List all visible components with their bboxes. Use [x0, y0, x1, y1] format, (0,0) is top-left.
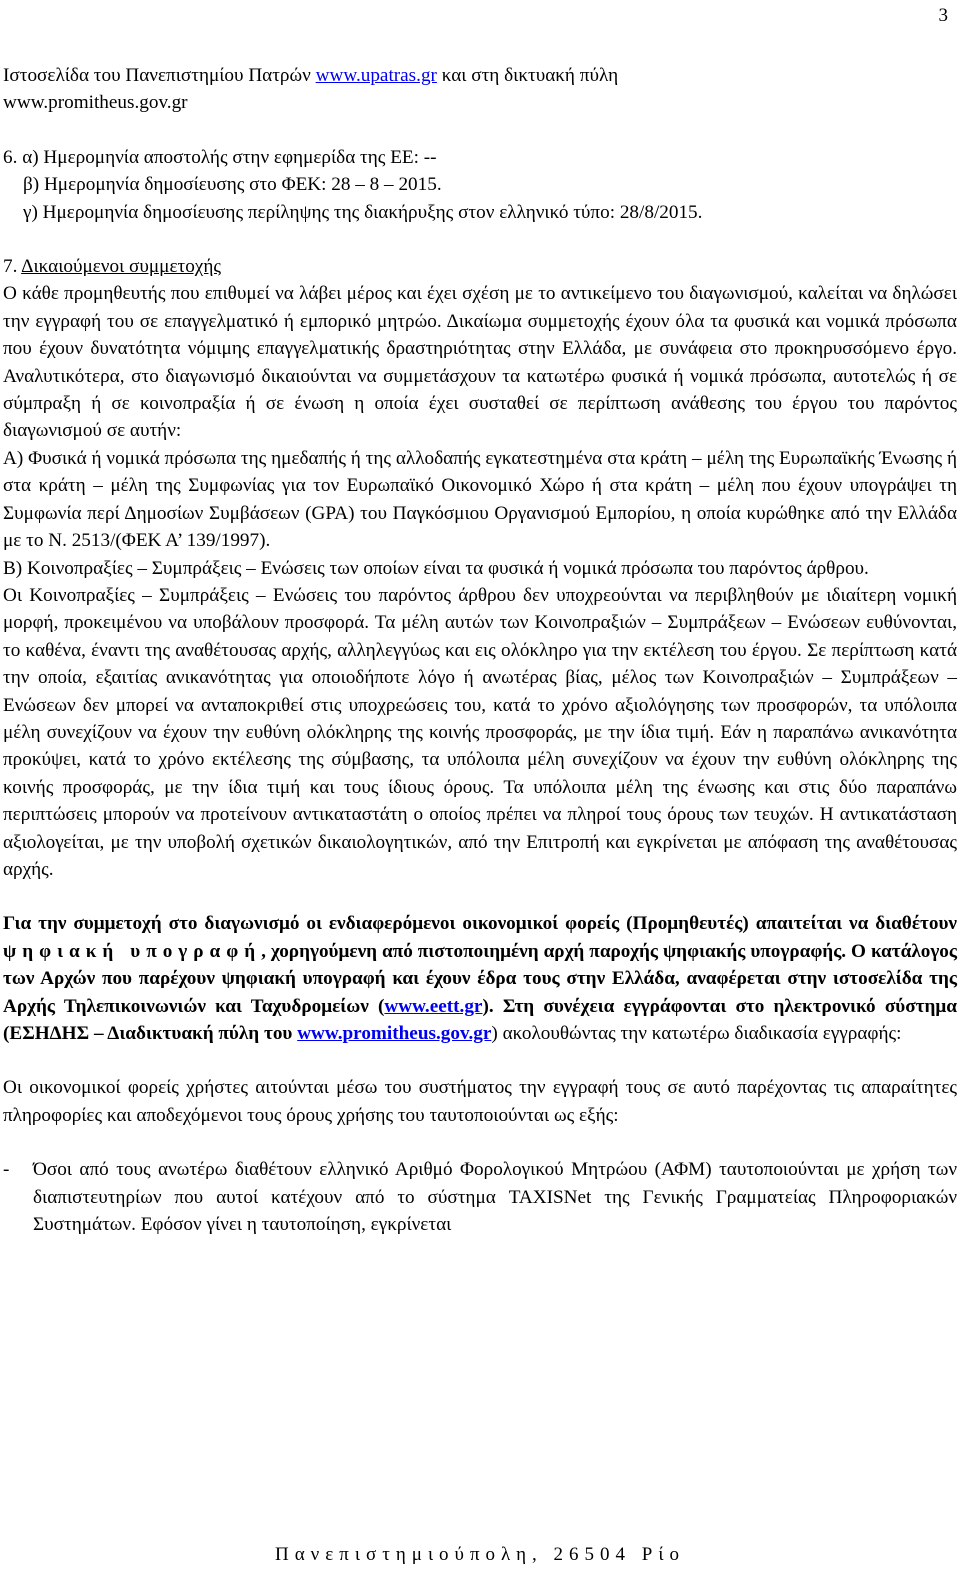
promitheus-link[interactable]: www.promitheus.gov.gr	[297, 1023, 492, 1044]
section-7-paragraph-c: Οι Κοινοπραξίες – Συμπράξεις – Ενώσεις του παρόντος άρθρου δεν υποχρεούνται να περιβληθούν με ιδιαίτερη νομική μορφή, προκειμένου να υποβάλουν προσφορά. Τα μέλη αυτών των Κοινοπραξιών – Συμπράξεων – Ενώσεων ευθύνονται, το καθένα, έναντι της αναθέτουσας αρχής, αλληλεγγύως και εις ολόκληρο για την εκτέλεση του έργου. Σε περίπτωση κατά την οποία, εξαιτίας ανικανότητας για οποιοδήποτε λόγο ή ανωτέρας βίας, μέλος των Κοινοπραξιών – Συμπράξεων – Ενώσεων δεν μπορεί να ανταποκριθεί στις υποχρεώσεις του, κατά το χρόνο αξιολόγησης των προσφορών, τα υπόλοιπα μέλη συνεχίζουν να έχουν την ευθύνη ολόκληρης της κοινής προσφοράς, με την ίδια τιμή. Εάν η παραπάνω ανικανότητα προκύψει, κατά το χρόνο εκτέλεσης της σύμβασης, τα υπόλοιπα μέλη συνεχίζουν να έχουν την ευθύνη ολόκληρης της κοινής προσφοράς, με την ίδια τιμή και τους ίδιους όρους. Τα υπόλοιπα μέλη της ένωσης και στις δύο παραπάνω περιπτώσεις μπορούν να προτείνουν αντικαταστάτη ο οποίος πρέπει να πληροί τους όρους των τευχών. Η αντικατάσταση αξιολογείται, με την υποβολή σχετικών δικαιολογητικών, από την Επιτροπή και εγκρίνεται με απόφαση της αναθέτουσας αρχής.	[3, 584, 957, 880]
section-6-b: β) Ημερομηνία δημοσίευσης στο ΦΕΚ: 28 – 8 – 2015.	[23, 174, 442, 196]
upatras-link[interactable]: www.upatras.gr	[315, 65, 437, 86]
section-7-title: Δικαιούμενοι συμμετοχής	[21, 256, 221, 278]
digital-signature-paragraph	[3, 910, 957, 1047]
document-body	[3, 62, 957, 1238]
plain-text-4: ) ακολουθώντας την κατωτέρω διαδικασία εγγραφής:	[491, 1023, 902, 1044]
promitheus-text: www.promitheus.gov.gr	[3, 92, 188, 114]
list-dash: -	[3, 1159, 10, 1181]
bold-text-2: , χορηγούμενη από πιστοποιημένη αρχή παροχής ψηφιακής υπογραφής. Ο κατάλογος των Αρχών που παρέχουν ψηφιακή υπογραφή και έχουν έδρα τους στην Ελλάδα, αναφέρεται στην ιστοσελίδα της Αρχής Τηλεπικοινωνιών και Ταχυδρομείων (	[3, 940, 957, 1017]
section-7-number: 7.	[3, 256, 22, 278]
bold-spaced-text: ψηφιακή υπογραφή	[3, 940, 262, 962]
section-7-paragraph-a: Α) Φυσικά ή νομικά πρόσωπα της ημεδαπής ή της αλλοδαπής εγκατεστημένα στα κράτη – μέλη της Ευρωπαϊκής Ένωσης ή στα κράτη – μέλη της Συμφωνίας για τον Ευρωπαϊκό Οικονομικό Χώρο ή στα κράτη – μέλη που έχουν υπογράψει τη Συμφωνία περί Δημοσίων Συμβάσεων (GPA) του Παγκόσμιου Οργανισμού Εμπορίου, η οποία κυρώθηκε από την Ελλάδα με το Ν. 2513/(ΦΕΚ Α’ 139/1997).	[3, 447, 957, 552]
section-7	[3, 253, 957, 883]
bold-text-3: ). Στη συνέχεια εγγράφονται στο ηλεκτρονικό σύστημα (ΕΣΗΔΗΣ – Διαδικτυακή πύλη του	[3, 995, 957, 1044]
section-6-a: 6. α) Ημερομηνία αποστολής στην εφημερίδα της ΕΕ: --	[3, 146, 437, 168]
intro-text-2: και στη δικτυακή πύλη	[441, 65, 619, 86]
users-paragraph: Οι οικονομικοί φορείς χρήστες αιτούνται μέσω του συστήματος την εγγραφή τους σε αυτό παρέχοντας τις απαραίτητες πληροφορίες και αποδεχόμενοι τους όρους χρήσης του ταυτοποιούνται ως εξής:	[3, 1077, 957, 1126]
list-item-text: Όσοι από τους ανωτέρω διαθέτουν ελληνικό Αριθμό Φορολογικού Μητρώου (ΑΦΜ) ταυτοποιούνται με χρήση των διαπιστευτηρίων που αυτοί κατέχουν από το σύστημα TAXISNet της Γενικής Γραμματείας Πληροφοριακών Συστημάτων. Εφόσον γίνει η ταυτοποίηση, εγκρίνεται	[33, 1159, 957, 1236]
intro-text: Ιστοσελίδα του Πανεπιστημίου Πατρών	[3, 65, 311, 86]
eett-link[interactable]: www.eett.gr	[384, 995, 483, 1017]
section-7-paragraph-b: Β) Κοινοπραξίες – Συμπράξεις – Ενώσεις των οποίων είναι τα φυσικά ή νομικά πρόσωπα του παρόντος άρθρου.	[3, 557, 869, 579]
page-number: 3	[938, 5, 948, 26]
section-7-paragraph-1: Ο κάθε προμηθευτής που επιθυμεί να λάβει μέρος και έχει σχέση με το αντικείμενο του διαγωνισμού, καλείται να δηλώσει την εγγραφή του σε επαγγελματικό ή εμπορικό μητρώο. Δικαίωμα συμμετοχής έχουν όλα τα φυσικά και νομικά πρόσωπα που έχουν δυνατότητα νόμιμης επαγγελματικής δραστηριότητας στην Ελλάδα, με συνάφεια στο προκηρυσσόμενο έργο. Αναλυτικότερα, στο διαγωνισμό δικαιούνται να συμμετάσχουν τα κατωτέρω φυσικά ή νομικά πρόσωπα, αυτοτελώς ή σε σύμπραξη ή σε κοινοπραξία ή σε ένωση η οποία έχει συσταθεί σε περίπτωση ανάθεσης του έργου του παρόντος διαγωνισμού σε αυτήν:	[3, 283, 957, 442]
bold-text-1: Για την συμμετοχή στο διαγωνισμό οι ενδιαφερόμενοι οικονομικοί φορείς (Προμηθευτές) απαιτείται να διαθέτουν	[3, 913, 957, 935]
list-item	[3, 1156, 957, 1238]
page-footer: Πανεπιστημιούπολη, 26504 Ρίο	[275, 1544, 685, 1565]
section-6	[3, 144, 957, 226]
section-7-heading	[3, 253, 957, 280]
intro-paragraph	[3, 62, 957, 117]
section-6-c: γ) Ημερομηνία δημοσίευσης περίληψης της διακήρυξης στον ελληνικό τύπο: 28/8/2015.	[23, 201, 703, 223]
